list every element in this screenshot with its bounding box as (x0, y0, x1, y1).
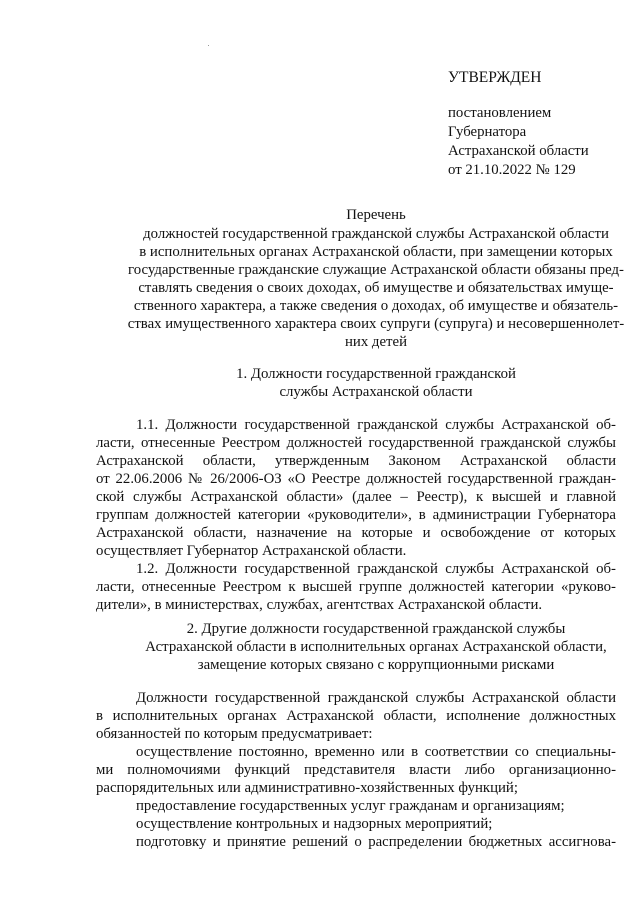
paragraph-line: Должности государственной гражданской службы Астраханской области (136, 690, 616, 706)
heading-title: Перечень (346, 207, 406, 223)
list-item-line: предоставление государственных услуг гражданам и организациям; (136, 798, 565, 814)
paragraph-line: ской службы Астраханской области» (далее – Реестр), к высшей и главной (96, 489, 616, 505)
paragraph-line: группам должностей категории «руководители», в администрации Губернатора (96, 507, 616, 523)
paragraph-line: 1.1. Должности государственной гражданской службы Астраханской об- (136, 417, 616, 433)
section-title-line: службы Астраханской области (279, 384, 473, 400)
list-item-line: подготовку и принятие решений о распределении бюджетных ассигнова- (136, 834, 616, 850)
paragraph-line: в исполнительных органах Астраханской области, исполнение должностных (96, 708, 616, 724)
section-title-line: замещение которых связано с коррупционными рисками (197, 657, 555, 673)
section-title-line: Астраханской области в исполнительных органах Астраханской области, (145, 639, 607, 655)
heading-line: в исполнительных органах Астраханской области, при замещении которых (139, 244, 613, 260)
heading-line: ставлять сведения о своих доходах, об имуществе и обязательствах имуще- (138, 280, 614, 296)
list-item-line: осуществление постоянно, временно или в соответствии со специальны- (136, 744, 616, 760)
heading-line: них детей (345, 334, 407, 350)
paragraph-line: Астраханской области, утвержденным Законом Астраханской области (96, 453, 616, 469)
paragraph-line: от 22.06.2006 № 26/2006-ОЗ «О Реестре должностей государственной граждан- (96, 471, 616, 487)
paragraph-line: дители», в министерствах, службах, агентствах Астраханской области. (96, 597, 543, 613)
paragraph-line: 1.2. Должности государственной гражданской службы Астраханской об- (136, 561, 616, 577)
paragraph-line: осуществляет Губернатор Астраханской области. (96, 543, 407, 559)
list-item-line: распорядительных или административно-хозяйственных функций; (96, 780, 518, 796)
list-item-line: осуществление контрольных и надзорных мероприятий; (136, 816, 493, 832)
approval-line: Губернатора (448, 124, 527, 140)
heading-line: ствах имущественного характера своих супруги (супруга) и несовершеннолет- (127, 316, 625, 332)
paragraph-line: ласти, отнесенные Реестром должностей государственной гражданской службы (96, 435, 616, 451)
paragraph-line: ласти, отнесенные Реестром к высшей группе должностей категории «руково- (96, 579, 616, 595)
approval-line: постановлением (448, 105, 552, 121)
section-title-line: 2. Другие должности государственной гражданской службы (186, 621, 566, 637)
heading-line: должностей государственной гражданской службы Астраханской области (143, 226, 609, 242)
heading-line: государственные гражданские служащие Астраханской области обязаны пред- (128, 262, 624, 278)
heading-line: ственного характера, а также сведения о доходах, об имуществе и обязатель- (133, 298, 619, 314)
approval-line: Астраханской области (448, 143, 589, 159)
paragraph-line: Астраханской области, назначение на которые и освобождение от которых (96, 525, 616, 541)
approval-date: от 21.10.2022 № 129 (448, 162, 576, 178)
approval-title: УТВЕРЖДЕН (448, 69, 542, 86)
scan-speck (208, 45, 209, 46)
paragraph-line: обязанностей по которым предусматривает: (96, 726, 373, 742)
section-title-line: 1. Должности государственной гражданской (236, 366, 516, 382)
list-item-line: ми полномочиями функций представителя власти либо организационно- (96, 762, 616, 778)
